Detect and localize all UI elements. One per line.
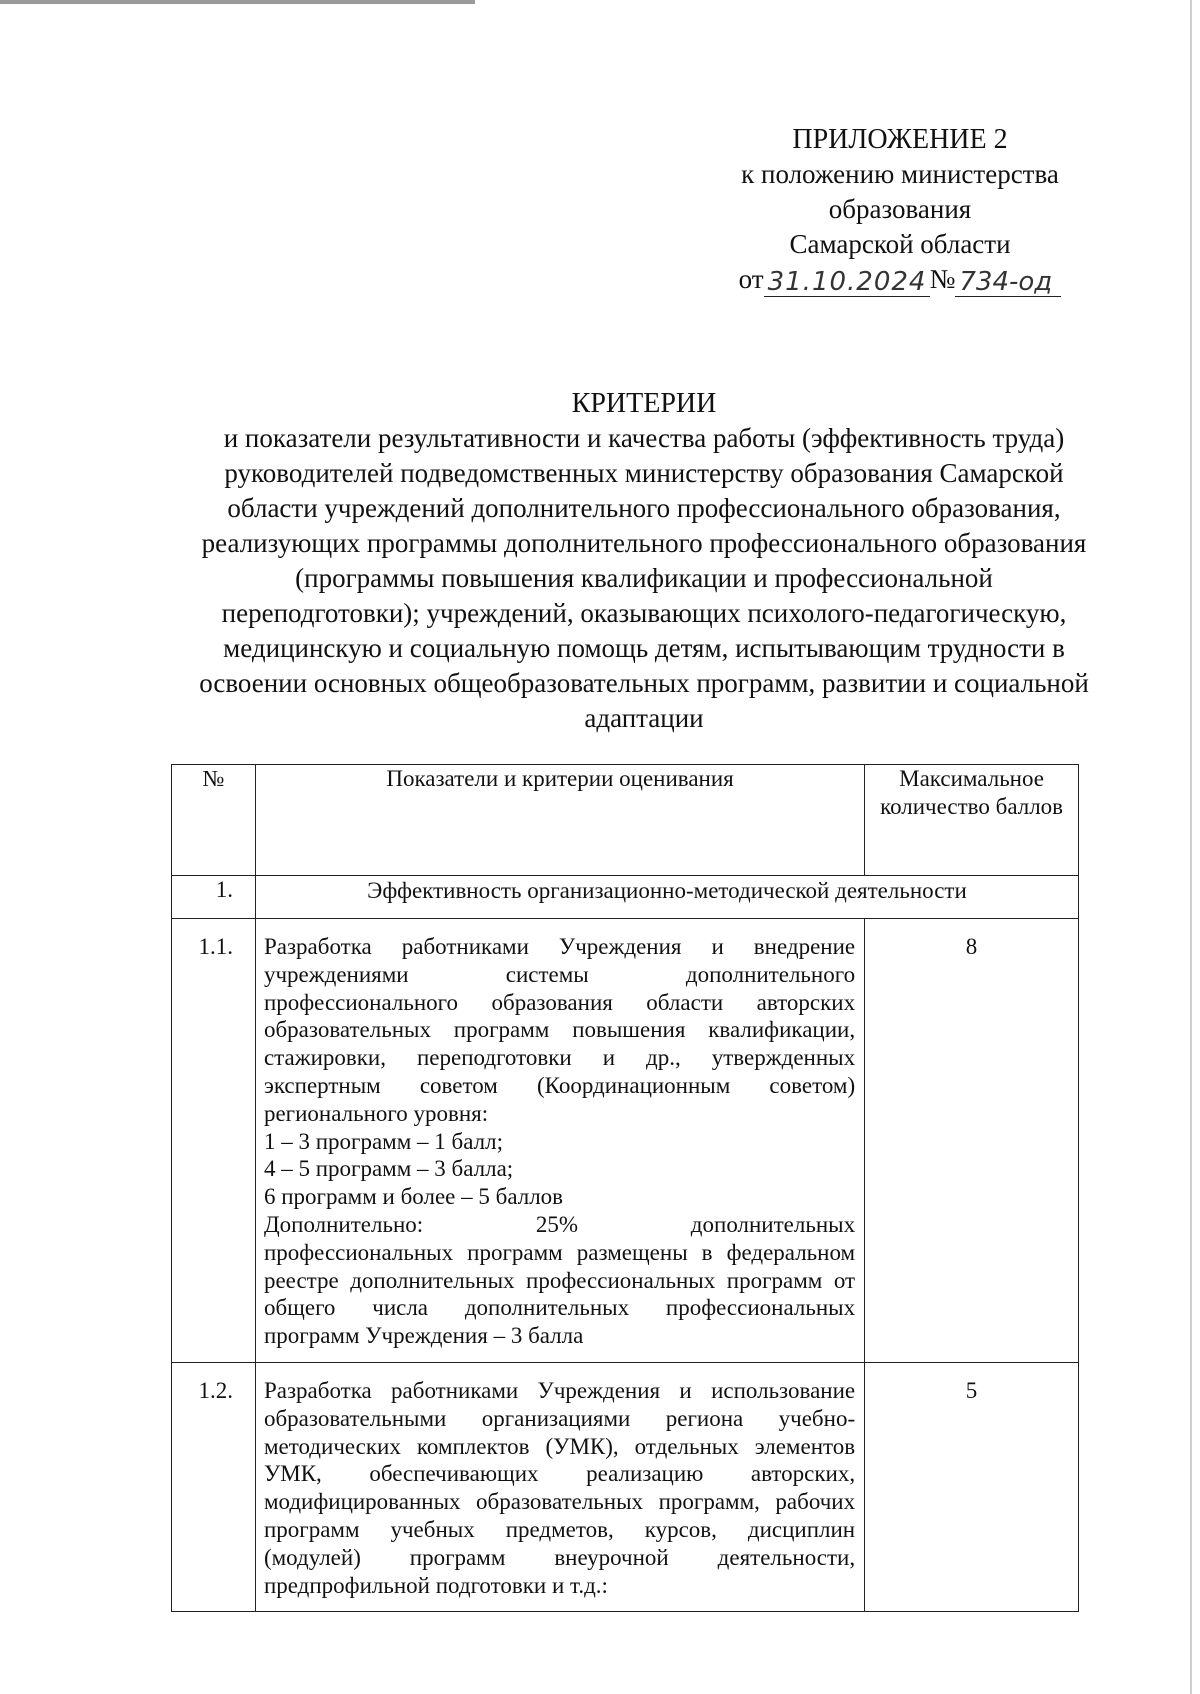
heading-line: освоении основных общеобразовательных программ, развитии и социальной [199,668,1089,698]
criteria-line: (модулей) программ внеурочной деятельности, [263,1544,856,1570]
criteria-line: предпрофильной подготовки и т.д.: [263,1572,608,1598]
criteria-line: профессиональных программ размещены в федеральном [263,1239,856,1265]
row-criteria [255,919,864,1363]
header-max-points [865,765,1079,876]
criteria-table [171,764,1079,1612]
heading-line: (программы повышения квалификации и профессиональной [295,563,993,593]
criteria-line: Разработка работниками Учреждения и использование [263,1377,856,1403]
heading-line: и показатели результативности и качества работы (эффективность труда) [223,423,1065,453]
criteria-line: программ учебных предметов, курсов, дисциплин [263,1516,856,1542]
criteria-line: экспертным советом (Координационным советом) [263,1072,856,1098]
heading-line: реализующих программы дополнительного профессионального образования [201,528,1087,558]
criteria-line: профессионального образования области авторских [263,989,856,1015]
scan-edge-right [1190,0,1192,1694]
criteria-line: образовательных программ повышения квалификации, [263,1017,856,1043]
number-label: № [929,264,956,294]
table-row [172,919,1079,1363]
appendix-date-line [700,262,1100,297]
criteria-line: модифицированных образовательных программ, рабочих [263,1489,856,1515]
handwritten-date: 31.10.2024 [764,268,930,297]
appendix-line: Самарской области [789,229,1011,259]
criteria-line: образовательными организациями региона учебно- [263,1405,856,1431]
heading-line: адаптации [584,703,704,733]
row-number: 1.1. [172,919,256,1363]
heading-line: области учреждений дополнительного профессионального образования, [227,493,1061,523]
criteria-line: Дополнительно: 25% дополнительных [263,1211,856,1237]
header-number: № [172,765,256,876]
criteria-line: 4 – 5 программ – 3 балла; [263,1156,514,1182]
document-heading [160,386,1128,736]
criteria-line: регионального уровня: [263,1100,489,1126]
header-criteria: Показатели и критерии оценивания [255,765,864,876]
criteria-line: программ Учреждения – 3 балла [263,1323,584,1349]
row-number: 1.2. [172,1362,256,1611]
appendix-block [700,122,1100,297]
appendix-line: к положению министерства [741,159,1059,189]
row-max-points: 8 [865,919,1079,1363]
section-row [172,876,1079,919]
criteria-line: УМК, обеспечивающих реализацию авторских, [263,1461,856,1487]
criteria-line: методических комплектов (УМК), отдельных элементов [263,1433,856,1459]
criteria-line: общего числа дополнительных профессиональных [263,1295,856,1321]
scan-edge-top [0,0,475,4]
heading-line: руководителей подведомственных министерству образования Самарской [224,458,1064,488]
criteria-line: учреждениями системы дополнительного [263,961,856,987]
appendix-title: ПРИЛОЖЕНИЕ 2 [792,124,1008,155]
criteria-line: 6 программ и более – 5 баллов [263,1184,564,1210]
table-header-row [172,765,1079,876]
handwritten-number: 734-од [955,268,1061,297]
row-criteria [255,1362,864,1611]
table-row [172,1362,1079,1611]
from-label: от [738,264,764,294]
criteria-line: стажировки, переподготовки и др., утвержденных [263,1045,856,1071]
criteria-line: Разработка работниками Учреждения и внедрение [263,934,856,959]
heading-line: переподготовки); учреждений, оказывающих психолого-педагогическую, [221,598,1067,628]
appendix-line: образования [828,194,972,224]
section-title: Эффективность организационно-методической деятельности [255,876,1078,919]
header-max-line: количество баллов [880,793,1064,819]
document-title: КРИТЕРИИ [571,388,717,419]
header-max-line: Максимальное [899,766,1044,791]
heading-line: медицинскую и социальную помощь детям, испытывающим трудности в [223,633,1065,663]
section-number: 1. [172,876,256,919]
criteria-line: 1 – 3 программ – 1 балл; [263,1128,503,1154]
row-max-points: 5 [865,1362,1079,1611]
criteria-line: реестре дополнительных профессиональных программ от [263,1267,856,1293]
